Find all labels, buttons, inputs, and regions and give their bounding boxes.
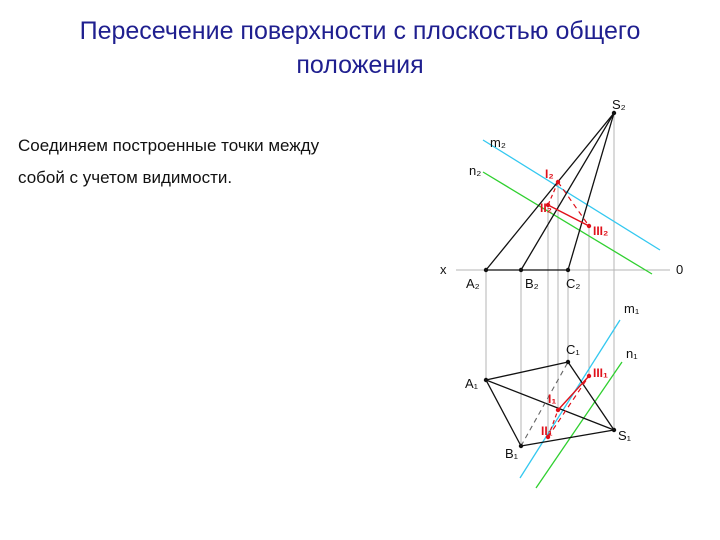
point-s1 (612, 428, 616, 432)
title-line-1: Пересечение поверхности с плоскостью общего (79, 17, 641, 45)
point-a1 (484, 378, 488, 382)
label-s2: S₂ (612, 97, 626, 112)
point-1-front (556, 180, 560, 184)
label-n2: n₂ (469, 163, 482, 178)
label-m2: m₂ (490, 135, 506, 150)
label-b1: B₁ (505, 446, 519, 461)
point-b1 (519, 444, 523, 448)
edge-s2b2 (521, 113, 614, 270)
label-s1: S₁ (618, 428, 632, 443)
point-c1 (566, 360, 570, 364)
label-c1: C₁ (566, 342, 580, 357)
point-3-front (587, 224, 591, 228)
label-b2: B₂ (525, 276, 539, 291)
label-ii1: II₁ (541, 424, 553, 438)
point-b2 (519, 268, 523, 272)
label-m1: m₁ (624, 301, 640, 316)
point-c2 (566, 268, 570, 272)
label-zero: 0 (676, 262, 684, 277)
section-line-1-3-top (558, 376, 589, 410)
label-i1: I₁ (548, 392, 557, 406)
label-i2: I₂ (545, 167, 554, 181)
label-a1: A₁ (465, 376, 479, 391)
point-3-top (587, 374, 591, 378)
edge-a1b1 (486, 380, 521, 446)
title-line-2: положения (296, 51, 424, 79)
trace-line-m2 (483, 140, 660, 250)
body-line-1: Соединяем построенные точки между (18, 136, 320, 155)
label-c2: C₂ (566, 276, 581, 291)
label-a2: A₂ (466, 276, 480, 291)
label-x: x (440, 262, 447, 277)
label-n1: n₁ (626, 346, 638, 361)
label-iii1: III₁ (593, 366, 608, 380)
point-a2 (484, 268, 488, 272)
label-iii2: III₂ (593, 224, 609, 238)
trace-line-n2 (483, 172, 652, 274)
label-ii2: II₂ (540, 201, 552, 215)
point-1-top (556, 408, 560, 412)
edge-b1s1 (521, 430, 614, 446)
body-line-2: собой с учетом видимости. (18, 168, 233, 187)
edge-a1c1 (486, 362, 568, 380)
